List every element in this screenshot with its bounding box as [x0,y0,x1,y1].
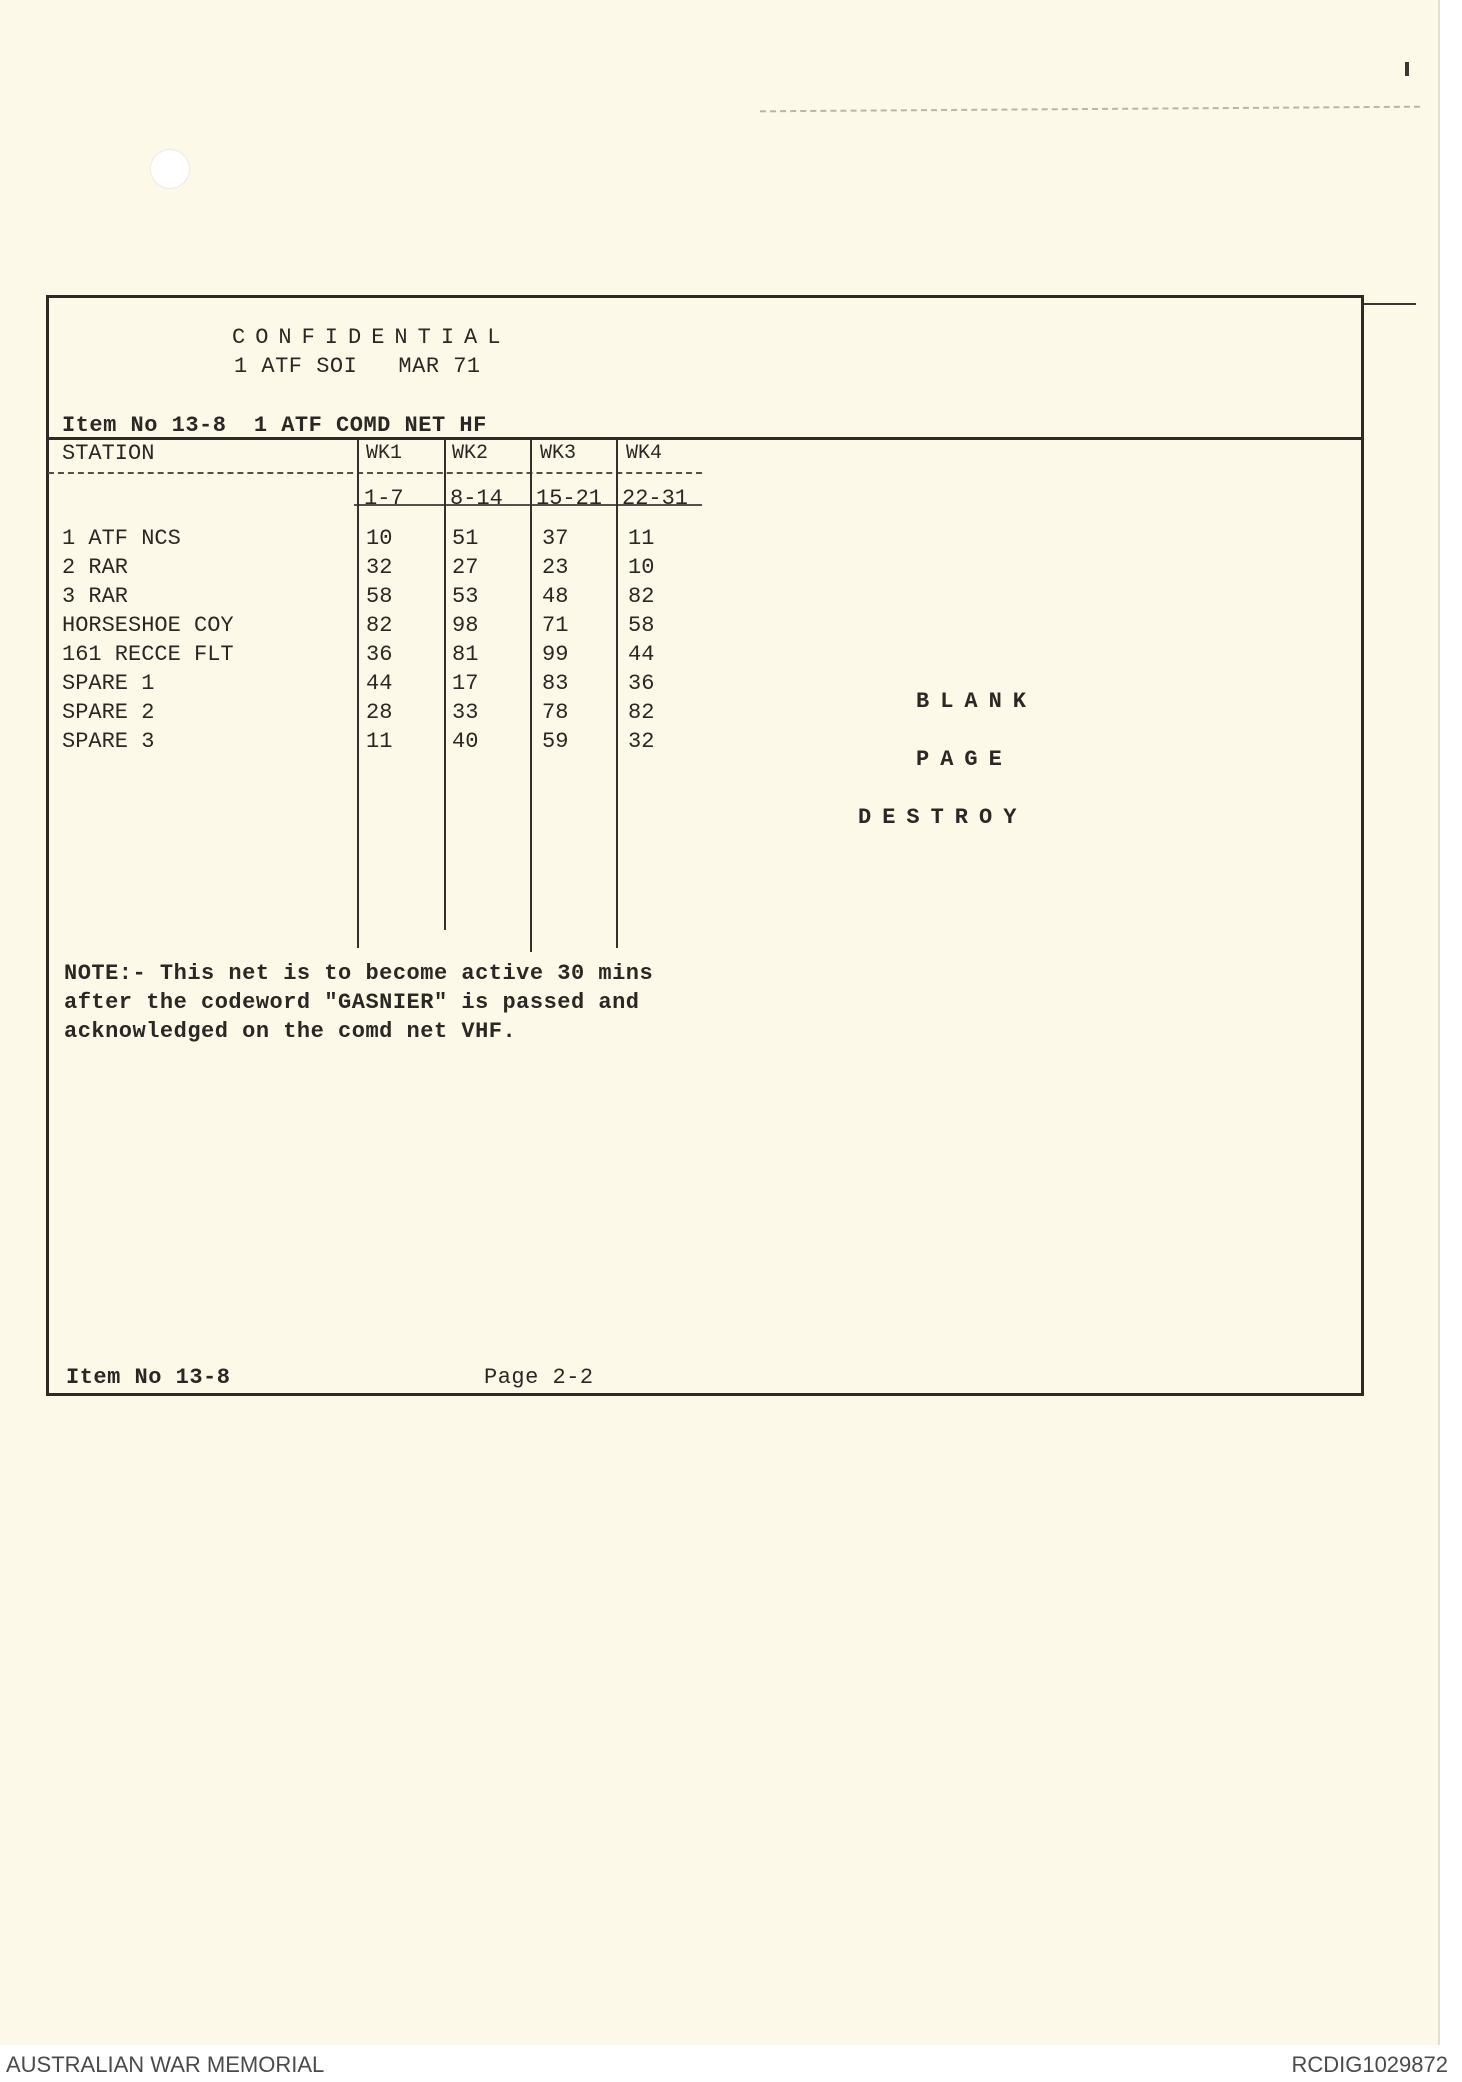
station-name: SPARE 1 [62,671,155,696]
station-name: 3 RAR [62,584,129,609]
note-line-2: after the codeword "GASNIER" is passed and [64,990,640,1015]
week-range-1: 1-7 [364,486,404,511]
station-name: SPARE 3 [62,729,155,754]
week-range-4: 22-31 [622,486,689,511]
wk2-value: 53 [452,584,479,609]
edge-mark [760,106,1420,123]
wk1-value: 44 [366,671,393,696]
wk3-value: 48 [542,584,569,609]
archive-credit: AUSTRALIAN WAR MEMORIAL [6,2052,325,2077]
wk1-value: 36 [366,642,393,667]
wk2-value: 81 [452,642,479,667]
wk4-value: 32 [628,729,655,754]
wk1-value: 58 [366,584,393,609]
station-column-header: STATION [62,441,155,466]
wk3-value: 78 [542,700,569,725]
punch-hole [151,150,189,188]
wk1-value: 82 [366,613,393,638]
note-line-1: NOTE:- This net is to become active 30 mins [64,961,654,986]
week-header-4: WK4 [626,442,663,465]
wk4-value: 58 [628,613,655,638]
header-divider-bottom [354,504,702,506]
document-subtitle: 1 ATF SOI MAR 71 [234,354,481,379]
column-line-2 [444,440,446,930]
wk1-value: 10 [366,526,393,551]
column-line-1 [357,440,359,948]
wk4-value: 82 [628,584,655,609]
station-name: HORSESHOE COY [62,613,234,638]
wk2-value: 27 [452,555,479,580]
archive-id: RCDIG1029872 [1291,2052,1448,2077]
station-name: 161 RECCE FLT [62,642,234,667]
week-header-2: WK2 [452,442,489,465]
wk4-value: 82 [628,700,655,725]
station-name: 2 RAR [62,555,129,580]
column-line-3 [530,440,532,952]
wk2-value: 51 [452,526,479,551]
wk4-value: 11 [628,526,655,551]
footer-item-number: Item No 13-8 [66,1365,231,1390]
column-line-4 [616,440,618,948]
wk1-value: 32 [366,555,393,580]
station-name: SPARE 2 [62,700,155,725]
wk3-value: 59 [542,729,569,754]
wk3-value: 71 [542,613,569,638]
wk2-value: 33 [452,700,479,725]
week-header-3: WK3 [540,442,577,465]
wk3-value: 99 [542,642,569,667]
header-divider-top [48,472,702,474]
footer-page-number: Page 2-2 [484,1365,594,1390]
form-frame [46,295,1364,1396]
wk1-value: 11 [366,729,393,754]
blank-notice-line-1: BLANK [916,689,1038,714]
wk2-value: 17 [452,671,479,696]
wk3-value: 37 [542,526,569,551]
wk4-value: 10 [628,555,655,580]
week-header-1: WK1 [366,442,403,465]
blank-notice-line-2: PAGE [916,747,1013,772]
classification-heading: CONFIDENTIAL [232,325,511,350]
corner-tick-mark [1405,62,1409,76]
wk3-value: 83 [542,671,569,696]
wk1-value: 28 [366,700,393,725]
week-range-2: 8-14 [450,486,503,511]
item-title: Item No 13-8 1 ATF COMD NET HF [62,413,487,438]
wk2-value: 98 [452,613,479,638]
note-line-3: acknowledged on the comd net VHF. [64,1019,517,1044]
wk4-value: 36 [628,671,655,696]
wk3-value: 23 [542,555,569,580]
week-range-3: 15-21 [536,486,603,511]
blank-notice-line-3: DESTROY [858,805,1028,830]
frame-extension-line [1364,303,1416,305]
station-name: 1 ATF NCS [62,526,181,551]
wk2-value: 40 [452,729,479,754]
wk4-value: 44 [628,642,655,667]
